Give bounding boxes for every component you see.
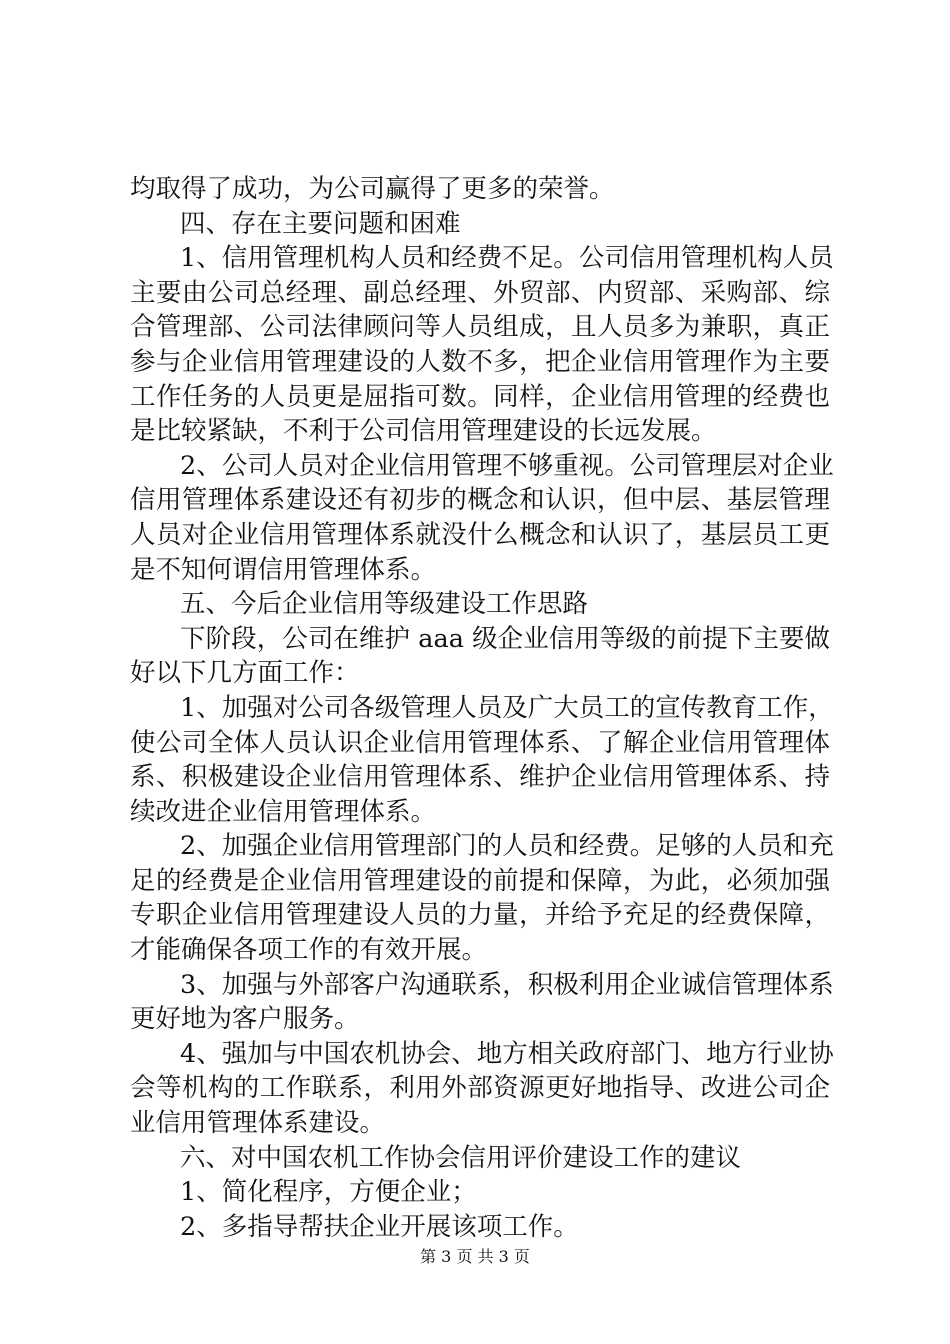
text-line: 续改进企业信用管理体系。: [130, 796, 437, 827]
text-line: 足的经费是企业信用管理建设的前提和保障，为此，必须加强: [130, 865, 830, 896]
text-line: 1、信用管理机构人员和经费不足。公司信用管理机构人员: [180, 243, 834, 274]
text-line: 参与企业信用管理建设的人数不多，把企业信用管理作为主要: [130, 346, 830, 377]
text-line: 会等机构的工作联系，利用外部资源更好地指导、改进公司企: [130, 1073, 830, 1104]
text-line: 人员对企业信用管理体系就没什么概念和认识了，基层员工更: [130, 519, 830, 550]
text-line: 四、存在主要问题和困难: [180, 208, 461, 239]
text-line: 专职企业信用管理建设人员的力量，并给予充足的经费保障，: [130, 900, 830, 931]
text-line: 2、加强企业信用管理部门的人员和经费。足够的人员和充: [180, 831, 834, 862]
text-line: 五、今后企业信用等级建设工作思路: [180, 589, 589, 620]
text-line: 六、对中国农机工作协会信用评价建设工作的建议: [180, 1142, 742, 1173]
text-line: 4、强加与中国农机协会、地方相关政府部门、地方行业协: [180, 1038, 834, 1069]
text-line: 使公司全体人员认识企业信用管理体系、了解企业信用管理体: [130, 727, 830, 758]
text-line: 信用管理体系建设还有初步的概念和认识，但中层、基层管理: [130, 485, 830, 516]
text-line: 工作任务的人员更是屈指可数。同样，企业信用管理的经费也: [130, 381, 830, 412]
text-line: 是不知何谓信用管理体系。: [130, 554, 437, 585]
text-line: 1、加强对公司各级管理人员及广大员工的宣传教育工作，: [180, 692, 834, 723]
text-line: 才能确保各项工作的有效开展。: [130, 935, 488, 966]
text-line: 2、公司人员对企业信用管理不够重视。公司管理层对企业: [180, 450, 834, 481]
text-line: 好以下几方面工作：: [130, 658, 360, 689]
document-body: [130, 172, 834, 1244]
text-line: 是比较紧缺，不利于公司信用管理建设的长远发展。: [130, 416, 717, 447]
text-line: 业信用管理体系建设。: [130, 1108, 386, 1139]
text-line: 下阶段，公司在维护 aaa 级企业信用等级的前提下主要做: [180, 623, 830, 654]
text-line: 系、积极建设企业信用管理体系、维护企业信用管理体系、持: [130, 762, 830, 793]
page-footer: 第 3 页 共 3 页: [420, 1247, 530, 1266]
text-line: 3、加强与外部客户沟通联系，积极利用企业诚信管理体系: [180, 969, 834, 1000]
text-line: 1、简化程序，方便企业；: [180, 1177, 477, 1208]
text-line: 均取得了成功，为公司赢得了更多的荣誉。: [130, 174, 615, 204]
text-line: 更好地为客户服务。: [130, 1004, 360, 1035]
text-line: 合管理部、公司法律顾问等人员组成，且人员多为兼职，真正: [130, 312, 830, 343]
text-line: 主要由公司总经理、副总经理、外贸部、内贸部、采购部、综: [130, 277, 830, 308]
text-line: 2、多指导帮扶企业开展该项工作。: [180, 1211, 579, 1242]
